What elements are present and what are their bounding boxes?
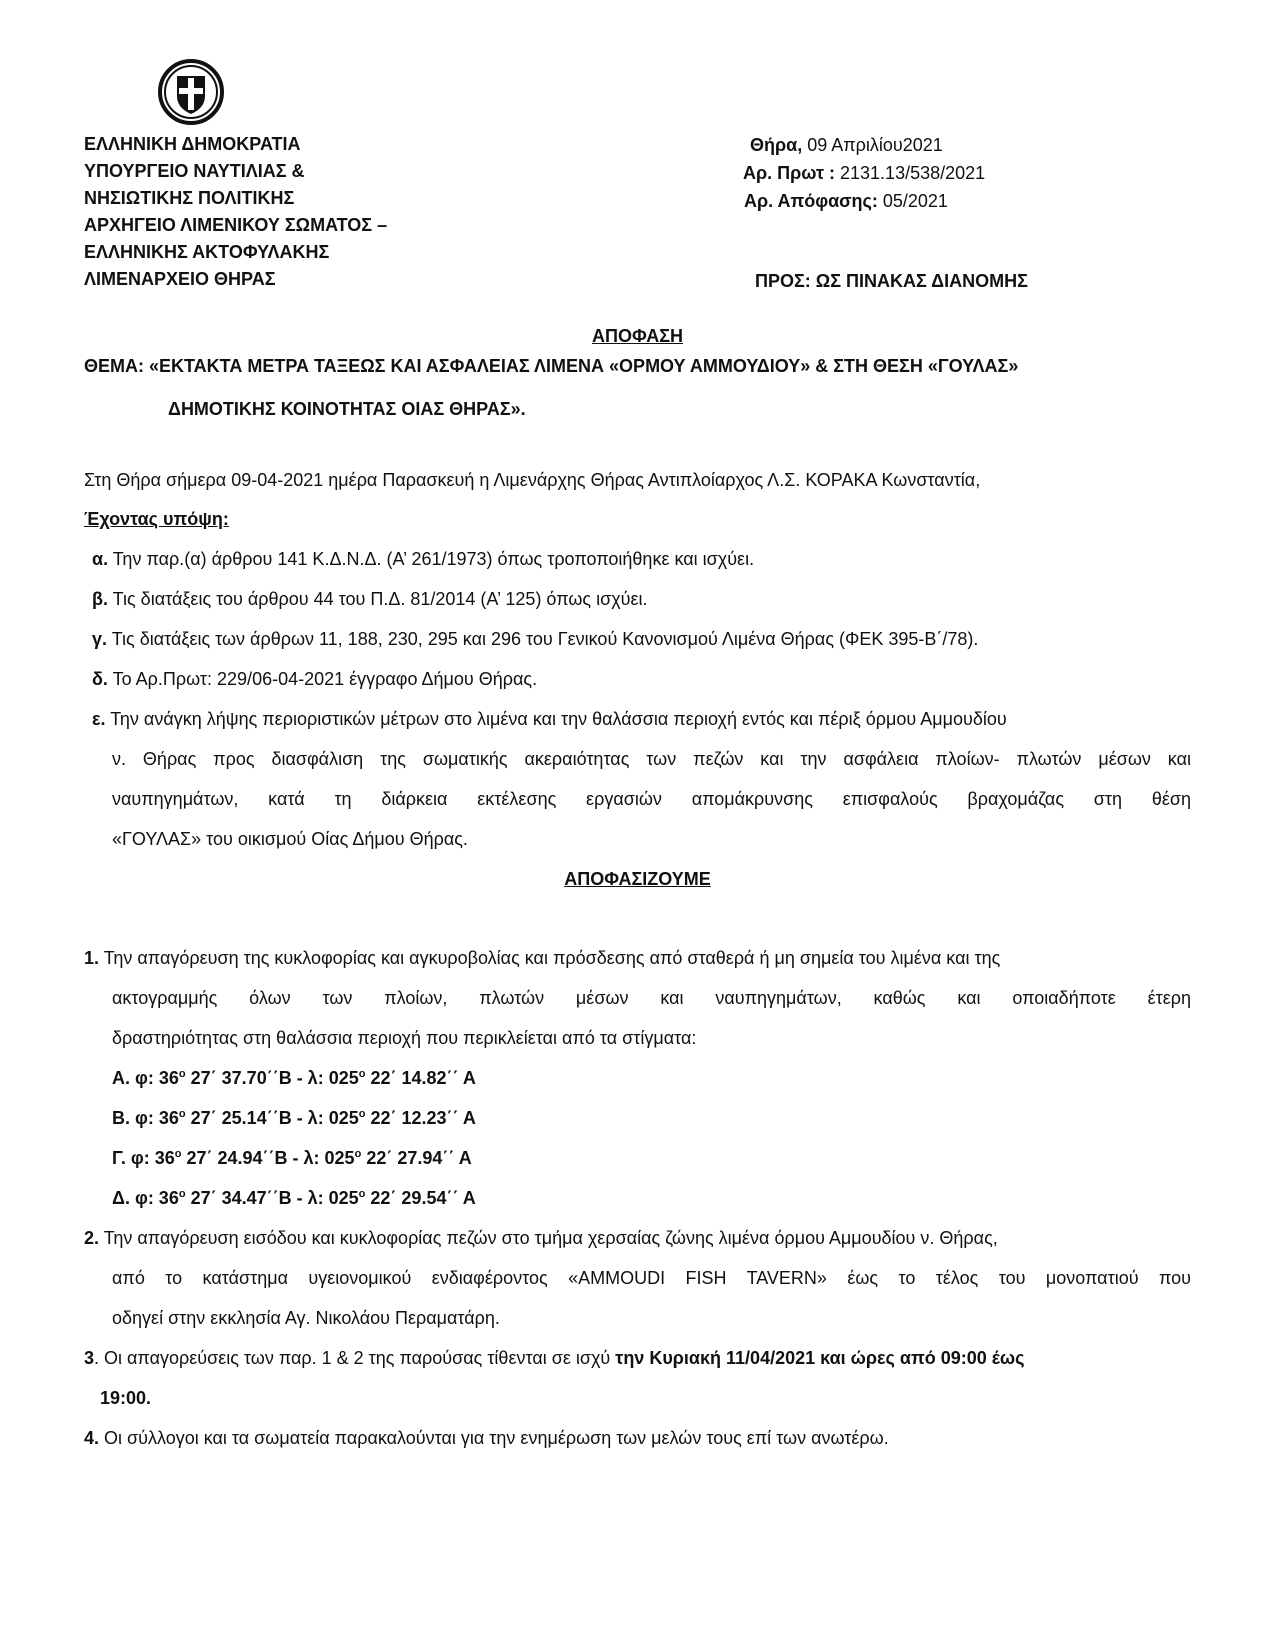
item-text: . Οι απαγορεύσεις των παρ. 1 & 2 της παρούσας τίθενται σε ισχύ <box>94 1348 616 1368</box>
coord-lat-min: 27΄ 25.14΄΄Β - λ: 025 <box>185 1108 359 1128</box>
degree-sign: ο <box>178 1188 186 1200</box>
item-label: α. <box>92 549 109 569</box>
decision-item-3 <box>84 1348 1024 1369</box>
decision-item-2-line: από το κατάστημα υγειονομικού ενδιαφέροντος «AMMOUDI FISH TAVERN» έως το τέλος του μονοπατιού που <box>112 1268 1191 1288</box>
considering-heading: Έχοντας υπόψη: <box>84 509 229 529</box>
item-text-bold: την Κυριακή 11/04/2021 και ώρες από 09:00 έως <box>615 1348 1025 1368</box>
date-value: 09 Απριλίου2021 <box>802 135 943 155</box>
item-label: 1. <box>84 948 100 968</box>
item-text: Το Αρ.Πρωτ: 229/06-04-2021 έγγραφο Δήμου Θήρας. <box>107 669 538 689</box>
item-label: β. <box>92 589 108 609</box>
intro-text: Στη Θήρα σήμερα 09-04-2021 ημέρα Παρασκευή η Λιμενάρχης Θήρας Αντιπλοίαρχος Λ.Σ. ΚΟΡΑΚΑ Κωνσταντία, <box>84 470 981 490</box>
coordinate-a <box>112 1068 476 1089</box>
item-text: Τις διατάξεις των άρθρων 11, 188, 230, 295 και 296 του Γενικού Κανονισμού Λιμένα Θήρας (ΦΕΚ 395-Β΄/78). <box>107 629 979 649</box>
coord-lon-min: 22΄ 29.54΄΄ Α <box>365 1188 476 1208</box>
issuer-line: ΑΡΧΗΓΕΙΟ ΛΙΜΕΝΙΚΟΥ ΣΩΜΑΤΟΣ – <box>84 215 388 235</box>
decision-item-2 <box>84 1228 998 1249</box>
decision-item-1 <box>84 948 1000 969</box>
coord-lat-min: 27΄ 37.70΄΄Β - λ: 025 <box>185 1068 359 1088</box>
item-text: Την παρ.(α) άρθρου 141 Κ.Δ.Ν.Δ. (Α’ 261/1973) όπως τροποποιήθηκε και ισχύει. <box>108 549 755 569</box>
issuer-line: ΛΙΜΕΝΑΡΧΕΙΟ ΘΗΡΑΣ <box>84 269 276 289</box>
coord-lat-deg: Α. φ: 36 <box>112 1068 179 1088</box>
protocol-line <box>743 159 985 187</box>
consideration-e <box>92 709 1007 730</box>
coord-lat-min: 27΄ 24.94΄΄Β - λ: 025 <box>181 1148 355 1168</box>
degree-sign: ο <box>358 1108 366 1120</box>
document-title: ΑΠΟΦΑΣΗ <box>591 326 684 346</box>
coord-lat-deg: Β. φ: 36 <box>112 1108 179 1128</box>
item-text: Την απαγόρευση της κυκλοφορίας και αγκυροβολίας και πρόσδεσης από σταθερά ή μη σημεία του λιμένα και της <box>99 948 1001 968</box>
protocol-value: 2131.13/538/2021 <box>835 163 986 183</box>
item-label: δ. <box>92 669 108 689</box>
consideration-d <box>92 669 537 690</box>
item-text: Τις διατάξεις του άρθρου 44 του Π.Δ. 81/2014 (Α’ 125) όπως ισχύει. <box>108 589 648 609</box>
coord-lat-min: 27΄ 34.47΄΄Β - λ: 025 <box>185 1188 359 1208</box>
coordinate-d <box>112 1188 476 1209</box>
item-label: ε. <box>92 709 106 729</box>
decision-item-1-line: δραστηριότητας στη θαλάσσια περιοχή που περικλείεται από τα στίγματα: <box>112 1028 697 1048</box>
coord-lat-deg: Γ. φ: 36 <box>112 1148 175 1168</box>
reference-block <box>743 131 986 215</box>
decision-no-value: 05/2021 <box>877 191 948 211</box>
item-text: Την απαγόρευση εισόδου και κυκλοφορίας πεζών στο τμήμα χερσαίας ζώνης λιμένα όρμου Αμμουδίου ν. Θήρας, <box>99 1228 998 1248</box>
degree-sign: ο <box>358 1068 366 1080</box>
item-text: Οι σύλλογοι και τα σωματεία παρακαλούνται για την ενημέρωση των μελών τους επί των ανωτέρω. <box>99 1428 889 1448</box>
decision-item-1-line: ακτογραμμής όλων των πλοίων, πλωτών μέσων και ναυπηγημάτων, καθώς και οποιαδήποτε έτερη <box>112 988 1191 1008</box>
coordinate-c <box>112 1148 472 1169</box>
place-label: Θήρα, <box>750 135 803 155</box>
issuer-line: ΝΗΣΙΩΤΙΚΗΣ ΠΟΛΙΤΙΚΗΣ <box>84 188 295 208</box>
decision-item-4 <box>84 1428 889 1449</box>
coord-lon-min: 22΄ 27.94΄΄ Α <box>361 1148 472 1168</box>
consideration-b <box>92 589 648 610</box>
decision-no-label: Αρ. Απόφασης: <box>744 191 878 211</box>
item-label: 2. <box>84 1228 100 1248</box>
consideration-e-line: ν. Θήρας προς διασφάλιση της σωματικής ακεραιότητας των πεζών και την ασφάλεια πλοίων- πλωτών μέσων και <box>112 749 1191 769</box>
decision-no-line <box>744 187 985 215</box>
item-text: Την ανάγκη λήψης περιοριστικών μέτρων στο λιμένα και την θαλάσσια περιοχή εντός και πέριξ όρμου Αμμουδίου <box>105 709 1007 729</box>
item-label: 3 <box>84 1348 95 1368</box>
degree-sign: ο <box>174 1148 182 1160</box>
degree-sign: ο <box>358 1188 366 1200</box>
decision-item-3-time: 19:00. <box>100 1388 152 1408</box>
recipient-line: ΠΡΟΣ: ΩΣ ΠΙΝΑΚΑΣ ΔΙΑΝΟΜΗΣ <box>755 271 1028 291</box>
subject-line-2: ΔΗΜΟΤΙΚΗΣ ΚΟΙΝΟΤΗΤΑΣ ΟΙΑΣ ΘΗΡΑΣ». <box>168 399 526 419</box>
degree-sign: ο <box>178 1108 186 1120</box>
item-label: γ. <box>92 629 108 649</box>
subject-line-1: ΘΕΜΑ: «ΕΚΤΑΚΤΑ ΜΕΤΡΑ ΤΑΞΕΩΣ ΚΑΙ ΑΣΦΑΛΕΙΑΣ ΛΙΜΕΝΑ «ΟΡΜΟΥ ΑΜΜΟΥΔΙΟΥ» & ΣΤΗ ΘΕΣΗ «ΓΟΥΛΑΣ» <box>84 356 1019 376</box>
decide-heading: ΑΠΟΦΑΣΙΖΟΥΜΕ <box>564 869 711 889</box>
consideration-a <box>92 549 754 570</box>
date-line <box>750 131 985 159</box>
coord-lat-deg: Δ. φ: 36 <box>112 1188 179 1208</box>
issuer-block <box>84 131 387 293</box>
decision-item-2-line: οδηγεί στην εκκλησία Αγ. Νικολάου Περαματάρη. <box>112 1308 500 1328</box>
protocol-label: Αρ. Πρωτ : <box>743 163 836 183</box>
item-label: 4. <box>84 1428 100 1448</box>
issuer-line: ΕΛΛΗΝΙΚΗ ΔΗΜΟΚΡΑΤΙΑ <box>84 134 301 154</box>
degree-sign: ο <box>354 1148 362 1160</box>
greek-emblem-icon <box>157 58 225 126</box>
issuer-line: ΕΛΛΗΝΙΚΗΣ ΑΚΤΟΦΥΛΑΚΗΣ <box>84 242 330 262</box>
consideration-e-line: «ΓΟΥΛΑΣ» του οικισμού Οίας Δήμου Θήρας. <box>112 829 468 849</box>
issuer-line: ΥΠΟΥΡΓΕΙΟ ΝΑΥΤΙΛΙΑΣ & <box>84 161 305 181</box>
consideration-e-line: ναυπηγημάτων, κατά τη διάρκεια εκτέλεσης εργασιών απομάκρυνσης επισφαλούς βραχομάζας στη θέση <box>112 789 1191 809</box>
coordinate-b <box>112 1108 476 1129</box>
degree-sign: ο <box>178 1068 186 1080</box>
consideration-c <box>92 629 978 650</box>
coord-lon-min: 22΄ 12.23΄΄ Α <box>365 1108 476 1128</box>
coord-lon-min: 22΄ 14.82΄΄ Α <box>365 1068 476 1088</box>
